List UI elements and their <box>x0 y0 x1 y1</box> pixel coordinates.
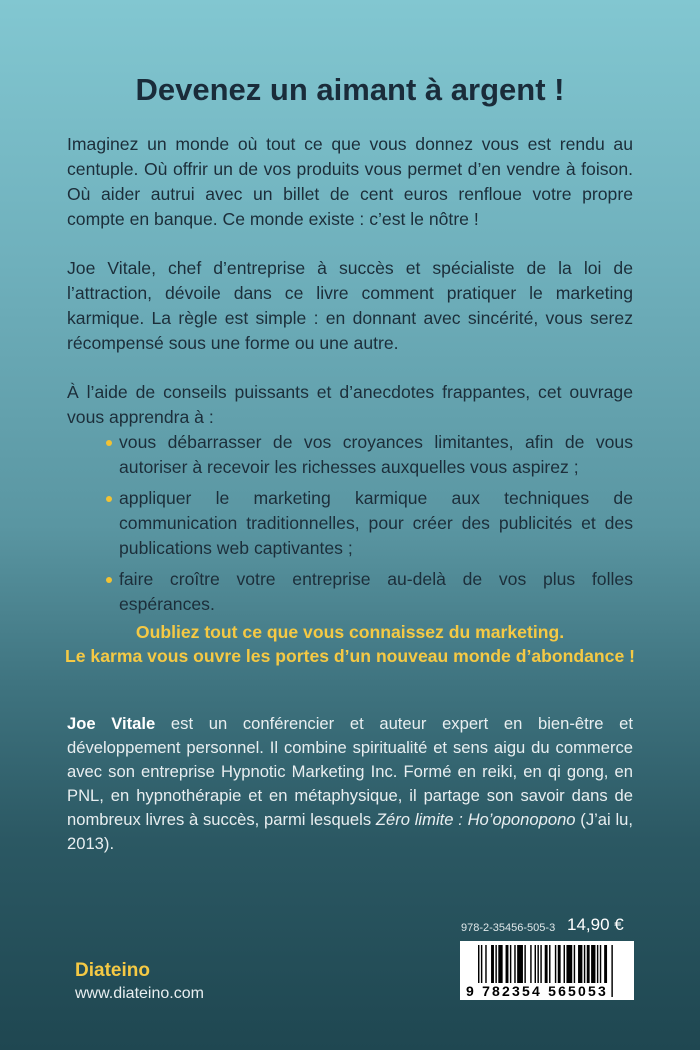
barcode-bar <box>587 945 590 987</box>
barcode-bar <box>530 945 531 987</box>
barcode-bar <box>506 945 509 987</box>
barcode-bar <box>485 945 486 987</box>
barcode-bar <box>537 945 538 987</box>
barcode-bar <box>549 945 550 987</box>
list-item: faire croître votre entreprise au-delà de vos plus folles espérances. <box>119 567 633 617</box>
barcode-bar <box>491 945 494 987</box>
slogan <box>0 620 700 668</box>
paragraph: À l’aide de conseils puissants et d’anecdotes frappantes, cet ouvrage vous apprendra à : <box>67 382 633 427</box>
list-item: vous débarrasser de vos croyances limitantes, afin de vous autoriser à recevoir les richesses auxquelles vous aspirez ; <box>119 430 633 480</box>
barcode-bar <box>600 945 601 987</box>
barcode-bar <box>524 945 525 987</box>
barcode-bar <box>597 945 598 987</box>
barcode-bar <box>517 945 523 987</box>
barcode-bar <box>611 945 612 997</box>
barcode-bar <box>604 945 607 987</box>
barcode-bar <box>574 945 575 987</box>
author-bio <box>67 712 633 856</box>
barcode-bar <box>584 945 585 987</box>
barcode <box>460 941 634 1000</box>
list-item: appliquer le marketing karmique aux techniques de communication traditionnelles, pour créer des publicités et des publications web captivantes ; <box>119 486 633 561</box>
isbn: 978-2-35456-505-3 <box>461 922 556 934</box>
barcode-bar <box>540 945 541 987</box>
author-name: Joe Vitale <box>67 714 156 733</box>
page-title: Devenez un aimant à argent ! <box>135 72 565 107</box>
description <box>67 132 633 623</box>
bullet-list <box>67 430 633 617</box>
slogan-line: Le karma vous ouvre les portes d’un nouveau monde d’abondance ! <box>65 646 635 666</box>
barcode-bar <box>564 945 565 987</box>
paragraph: Imaginez un monde où tout ce que vous donnez vous est rendu au centuple. Où offrir un de vos produits vous permet d’en vendre à foison. Où aider autrui avec un billet de cent euros renfloue votre propre compte en banque. Ce monde existe : c’est le nôtre ! <box>67 134 633 229</box>
slogan-line: Oubliez tout ce que vous connaissez du marketing. <box>135 622 565 642</box>
barcode-bar <box>495 945 496 987</box>
publisher-logo: Diateino <box>75 960 150 981</box>
barcode-bar <box>498 945 502 987</box>
barcode-bar <box>578 945 582 987</box>
publisher-website[interactable]: www.diateino.com <box>75 985 204 1002</box>
barcode-bar <box>555 945 556 987</box>
barcode-bar <box>558 945 561 987</box>
price: 14,90 € <box>567 915 624 934</box>
bio-text: est un conférencier et auteur expert en bien-être et développement personnel. Il combine spiritualité et sens aigu du commerce avec son entreprise Hypnotic Marketing Inc. Formé en reiki, en qi gong, en PNL, en hypnothérapie et en métaphysique, il partage son savoir dans de nombreux livres à succès, parmi lesquels <box>67 714 633 829</box>
book-title: Zéro limite : Ho’oponopono <box>375 810 576 829</box>
bio-tail: (J’ai lu, 2013). <box>67 810 633 853</box>
barcode-bar <box>535 945 536 987</box>
paragraph: Joe Vitale, chef d’entreprise à succès et spécialiste de la loi de l’attraction, dévoile dans ce livre comment pratiquer le marketing karmique. La règle est simple : en donnant avec sincérité, vous serez récompensé sous une forme ou une autre. <box>67 258 633 353</box>
barcode-bar <box>591 945 595 987</box>
barcode-bar <box>510 945 511 987</box>
barcode-bar <box>514 945 515 987</box>
barcode-digits: 9 782354 565053 <box>466 983 608 999</box>
barcode-bar <box>566 945 572 987</box>
